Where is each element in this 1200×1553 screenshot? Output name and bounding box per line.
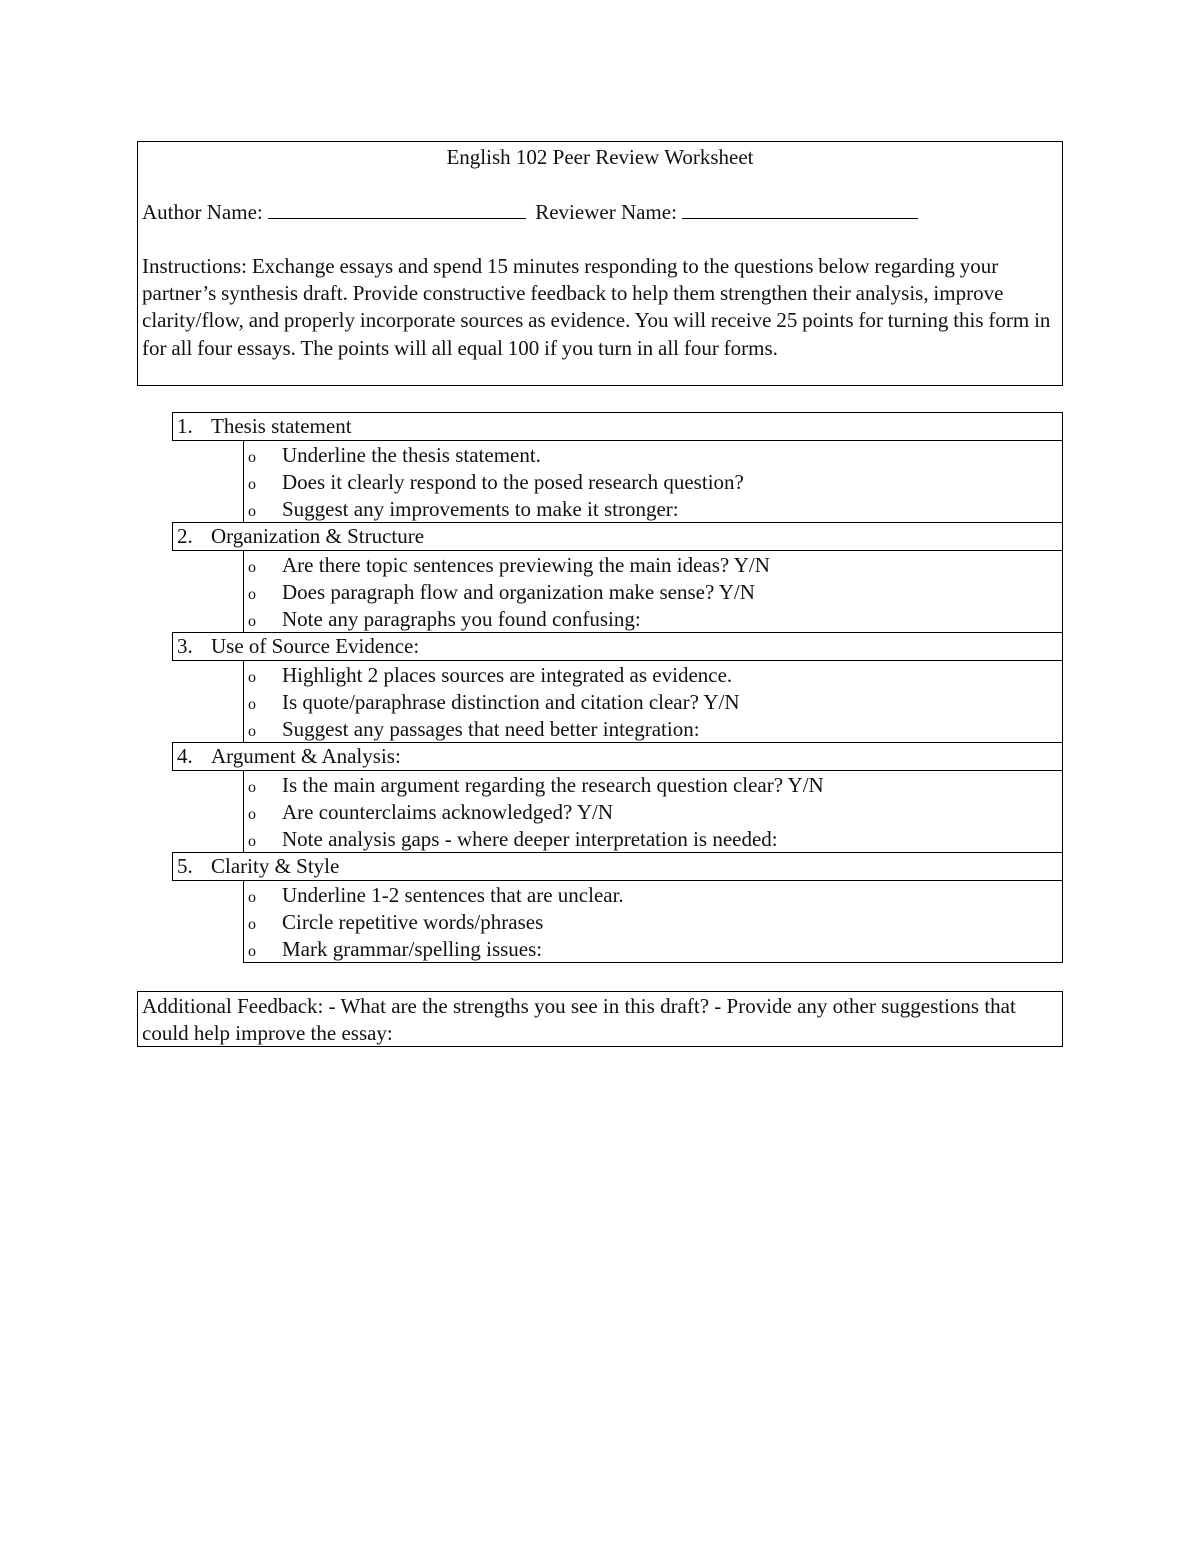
section-items-organization: o Are there topic sentences previewing the main ideas? Y/N o Does paragraph flow and organization make sense? Y/N o Note any paragraphs you found confusing: <box>243 550 1063 633</box>
section-items-thesis: o Underline the thesis statement. o Does it clearly respond to the posed research question? o Suggest any improvements to make it stronger: <box>243 440 1063 523</box>
bullet-icon: o <box>248 723 256 740</box>
additional-feedback-text: Additional Feedback: - What are the strengths you see in this draft? - Provide any other suggestions that could help improve the essay: <box>142 994 1016 1045</box>
bullet-icon: o <box>248 669 256 686</box>
bullet-icon: o <box>248 779 256 796</box>
bullet-icon: o <box>248 476 256 493</box>
bullet-icon: o <box>248 696 256 713</box>
header-box <box>137 141 1063 386</box>
section-row-clarity <box>172 852 1063 881</box>
author-name-label: Author Name: <box>142 200 263 224</box>
section-row-sources <box>172 632 1063 661</box>
bullet-icon: o <box>248 613 256 630</box>
instructions-text: Instructions: Exchange essays and spend 15 minutes responding to the questions below regarding your partner’s synthesis draft. Provide constructive feedback to help them strengthen their analysis, improve clarity/flow, and properly incorporate sources as evidence. You will receive 25 points for turning this form in for all four essays. The points will all equal 100 if you turn in all four forms. <box>142 254 1051 360</box>
section-row-organization <box>172 522 1063 551</box>
bullet-icon: o <box>248 806 256 823</box>
reviewer-name-label: Reviewer Name: <box>535 200 677 224</box>
section-number: 3. <box>177 634 193 658</box>
bullet-icon: o <box>248 503 256 520</box>
bullet-icon: o <box>248 943 256 960</box>
bullet-icon: o <box>248 559 256 576</box>
section-row-thesis <box>172 412 1063 441</box>
bullet-icon: o <box>248 449 256 466</box>
section-title: Clarity & Style <box>211 854 340 878</box>
section-title: Argument & Analysis: <box>211 744 401 768</box>
reviewer-name-field[interactable] <box>682 198 918 219</box>
section-items-argument: o Is the main argument regarding the research question clear? Y/N o Are counterclaims acknowledged? Y/N o Note analysis gaps - where deeper interpretation is needed: <box>243 770 1063 853</box>
section-number: 5. <box>177 854 193 878</box>
additional-feedback-box[interactable] <box>137 991 1063 1047</box>
section-items-sources: o Highlight 2 places sources are integrated as evidence. o Is quote/paraphrase distinction and citation clear? Y/N o Suggest any passages that need better integration: <box>243 660 1063 743</box>
author-name-field[interactable] <box>268 198 526 219</box>
bullet-icon: o <box>248 916 256 933</box>
bullet-icon: o <box>248 833 256 850</box>
worksheet-title: English 102 Peer Review Worksheet <box>446 145 754 169</box>
section-items-clarity: o Underline 1-2 sentences that are unclear. o Circle repetitive words/phrases o Mark grammar/spelling issues: <box>243 880 1063 963</box>
bullet-icon: o <box>248 586 256 603</box>
section-title: Organization & Structure <box>211 524 425 548</box>
section-number: 4. <box>177 744 193 768</box>
bullet-icon: o <box>248 889 256 906</box>
section-title: Use of Source Evidence: <box>211 634 420 658</box>
section-title: Thesis statement <box>211 414 352 438</box>
section-number: 1. <box>177 414 193 438</box>
section-number: 2. <box>177 524 193 548</box>
section-row-argument <box>172 742 1063 771</box>
name-fields <box>142 198 1058 226</box>
